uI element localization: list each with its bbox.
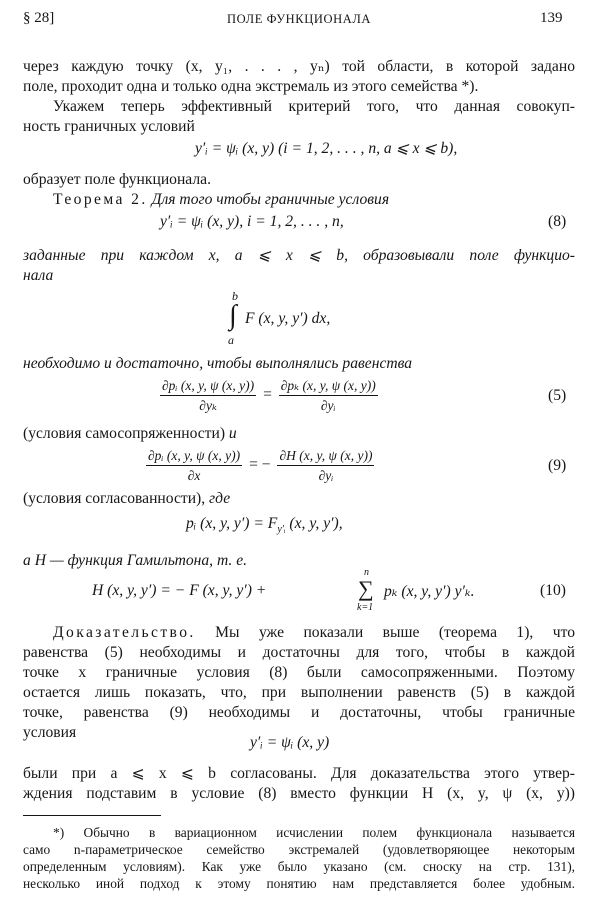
text-line: точке, равенства (9) необходимы и достаточны, чтобы граничные	[23, 704, 575, 721]
equation-number: (10)	[540, 582, 566, 599]
equation-10-right: pₖ (x, y, y′) y′ₖ.	[384, 583, 475, 600]
text-line: ность граничных условий	[23, 118, 195, 135]
fraction: $\frac{\text{∂pᵢ (x, y, ψ (x, y))}}{\text{∂yₖ}}$	[162, 378, 255, 413]
footnote-line: *) Обычно в вариационном исчислении полем функционала называется	[53, 825, 575, 840]
theorem-line	[53, 190, 575, 210]
integral-body: F (x, y, y′) dx,	[245, 310, 331, 327]
text-line: необходимо и достаточно, чтобы выполнялись равенства	[23, 355, 413, 372]
text-line: были при a ⩽ x ⩽ b согласованы. Для доказательства этого утвер-	[23, 765, 575, 782]
text-line: (условия согласованности), где	[23, 490, 231, 507]
page-number: 139	[540, 10, 563, 26]
equation-p: pᵢ (x, y, $y') = F_{y'ᵢ}$ (x, y, y′),	[186, 515, 343, 536]
text-line: условия	[23, 724, 77, 741]
proof-line: Доказательство. Мы уже показали выше (теорема 1), что	[53, 624, 576, 641]
theorem-label: Теорема 2.	[53, 191, 148, 208]
equation-number: (5)	[548, 387, 567, 404]
proof-label: Доказательство.	[53, 624, 196, 641]
text-line: (условия самосопряженности) и	[23, 425, 237, 442]
equation-10-left: H (x, y, y′) = − F (x, y, y′) +	[92, 582, 267, 599]
text-line: через каждую точку (x, y₁, . . . , yₙ) той области, в которой задано	[23, 58, 575, 75]
sum-sign: ∑	[358, 576, 374, 601]
footnote-rule	[23, 815, 161, 816]
footnote-line: само n-параметрическое семейство экстремалей (удовлетворяющее некоторым	[23, 842, 575, 857]
equation-number: (8)	[548, 213, 567, 230]
text-line: а H — функция Гамильтона, т. е.	[23, 552, 248, 569]
integral-upper-limit: b	[232, 289, 238, 303]
text-line: образует поле функционала.	[23, 171, 211, 188]
footnote-line: несколько иной подход к этому понятию нам представляется более удобным.	[23, 876, 575, 891]
equation-9: $\frac{\text{∂pᵢ (x, y, ψ (x, y))}}{\partial x}$ = − $\frac{\partial H (x, y, \psi (x, y))}{\text{∂yᵢ}}$	[148, 448, 373, 483]
running-title: ПОЛЕ ФУНКЦИОНАЛА	[227, 12, 372, 26]
equation-last: y′ᵢ = ψᵢ (x, y)	[250, 734, 330, 751]
fraction: $\frac{\partial H (x, y, \psi (x, y))}{\text{∂yᵢ}}$	[279, 448, 373, 483]
section-ref: § 28]	[23, 10, 55, 26]
equation-number: (9)	[548, 457, 567, 474]
text-line: поле, проходит одна и только одна экстремаль из этого семейства *).	[23, 78, 479, 95]
sum-lower: k=1	[357, 602, 374, 613]
text-line: нала	[23, 267, 54, 284]
equation-boundary-conditions: y′ᵢ = ψᵢ (x, y) (i = 1, 2, . . . , n, a ⩽ x ⩽ b),	[195, 140, 458, 157]
text-line: точке x граничные условия (8) были самосопряженными. Поэтому	[23, 664, 575, 681]
fraction: $\frac{\text{∂pₖ (x, y, ψ (x, y))}}{\text{∂yᵢ}}$	[280, 378, 376, 413]
text-line: остается лишь показать, что, при выполнении равенств (5) в каждой	[23, 684, 575, 701]
fraction: $\frac{\text{∂pᵢ (x, y, ψ (x, y))}}{\partial x}$	[148, 448, 241, 483]
theorem-text: Для того чтобы граничные условия	[151, 191, 390, 208]
text-line: равенства (5) необходимы и достаточны для того, чтобы в каждой	[23, 644, 575, 661]
integral-lower-limit: a	[228, 333, 234, 347]
equation-5: $\frac{\text{∂pᵢ (x, y, ψ (x, y))}}{\text{∂yₖ}}$ = $\frac{\text{∂pₖ (x, y, ψ (x, y))}}{\text{∂yᵢ}}$	[162, 378, 376, 413]
text-line: заданные при каждом x, a ⩽ x ⩽ b, образовывали поле функцио-	[23, 247, 575, 264]
text-line: ждения подставим в условие (8) вместо функции H (x, y, ψ (x, y))	[23, 785, 575, 802]
sum-upper: n	[364, 567, 369, 578]
equation-8: y′ᵢ = ψᵢ (x, y), i = 1, 2, . . . , n,	[160, 213, 344, 230]
text-line: Укажем теперь эффективный критерий того, что данная совокуп-	[53, 98, 575, 115]
footnote-line: определенным условиям). Как уже было указано (см. сноску на стр. 131),	[23, 859, 575, 874]
integral-sign: ∫	[229, 300, 237, 331]
